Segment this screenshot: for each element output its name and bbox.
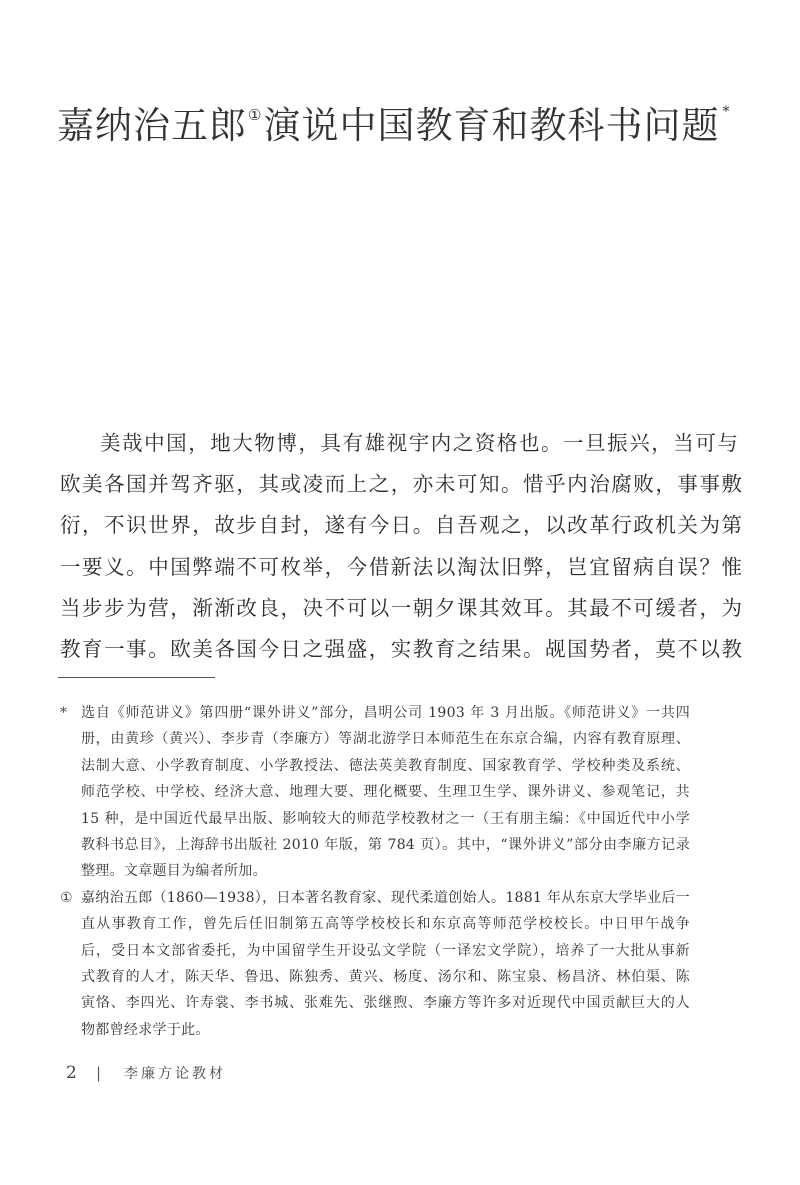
footnotes (60, 700, 690, 1043)
body-line: 欧美各国并驾齐驱，其或凌而上之，亦未可知。惜乎内治腐败，事事敷 (60, 472, 744, 497)
page-title (57, 88, 730, 150)
title-footnote-ref[interactable]: ① (248, 106, 263, 124)
page-number: 2 (66, 1063, 77, 1083)
footnote-divider (58, 677, 215, 678)
footnote-line: 寅恪、李四光、许寿裳、李书城、张难先、张继煦、李廉方等许多对近现代中国贡献巨大的人 (81, 995, 690, 1012)
footnote-line: 15 种，是中国近代最早出版、影响较大的师范学校教材之一（王有朋主编：《中国近代中小学 (81, 810, 690, 827)
body-line: 衍，不识世界，故步自封，遂有今日。自吾观之，以改革行政机关为第 (60, 513, 744, 538)
footnote-line: 册，由黄珍（黄兴）、李步青（李廉方）等湖北游学日本师范生在东京合编，内容有教育原理、 (81, 731, 690, 748)
footnote-line: 法制大意、小学教育制度、小学教授法、德法英美教育制度、国家教育学、学校种类及系统、 (81, 757, 690, 774)
footnote-line: 师范学校、中学校、经济大意、地理大要、理化概要、生理卫生学、课外讲义、参观笔记，共 (81, 784, 690, 801)
footnote-line: 式教育的人才，陈天华、鲁迅、陈独秀、黄兴、杨度、汤尔和、陈宝泉、杨昌济、林伯渠、陈 (81, 969, 690, 986)
footnote-marker: ① (60, 889, 73, 906)
title-main: 嘉纳治五郎 (57, 104, 247, 147)
footnote-line: 嘉纳治五郎（1860—1938），日本著名教育家、现代柔道创始人。1881 年从东京大学毕业后一 (81, 889, 690, 906)
footnote-line: 直从事教育工作，曾先后任旧制第五高等学校校长和东京高等师范学校校长。中日甲午战争 (81, 916, 690, 933)
footnote-line: 物都曾经求学于此。 (81, 1021, 210, 1038)
footnote-line: 后，受日本文部省委托，为中国留学生开设弘文学院（一译宏文学院），培养了一大批从事新 (81, 942, 690, 959)
footnote-1 (60, 885, 690, 1043)
body-paragraph (60, 423, 744, 670)
footnote-line: 整理。文章题目为编者所加。 (81, 863, 267, 880)
running-footer (66, 1063, 226, 1083)
body-line: 当步步为营，渐渐改良，决不可以一朝夕课其效耳。其最不可缓者，为 (60, 595, 744, 620)
book-title: 李廉方论教材 (124, 1066, 226, 1082)
title-star-ref[interactable]: * (722, 104, 731, 120)
footnote-marker: * (60, 705, 67, 721)
footnote-line: 选自《师范讲义》第四册“课外讲义”部分，昌明公司 1903 年 3 月出版。《师范讲义》一共四 (81, 705, 690, 721)
footnote-star (60, 700, 690, 885)
footer-separator: | (96, 1064, 102, 1082)
body-line: 美哉中国，地大物博，具有雄视宇内之资格也。一旦振兴，当可与 (100, 431, 740, 455)
body-line: 教育一事。欧美各国今日之强盛，实教育之结果。觇国势者，莫不以教 (60, 637, 744, 662)
footnote-line: 教科书总目》，上海辞书出版社 2010 年版，第 784 页）。其中，“课外讲义”部分由李廉方记录 (81, 837, 690, 854)
title-rest: 演说中国教育和教科书问题 (263, 104, 720, 147)
body-line: 一要义。中国弊端不可枚举，今借新法以淘汰旧弊，岂宜留病自误？惟 (60, 554, 744, 579)
